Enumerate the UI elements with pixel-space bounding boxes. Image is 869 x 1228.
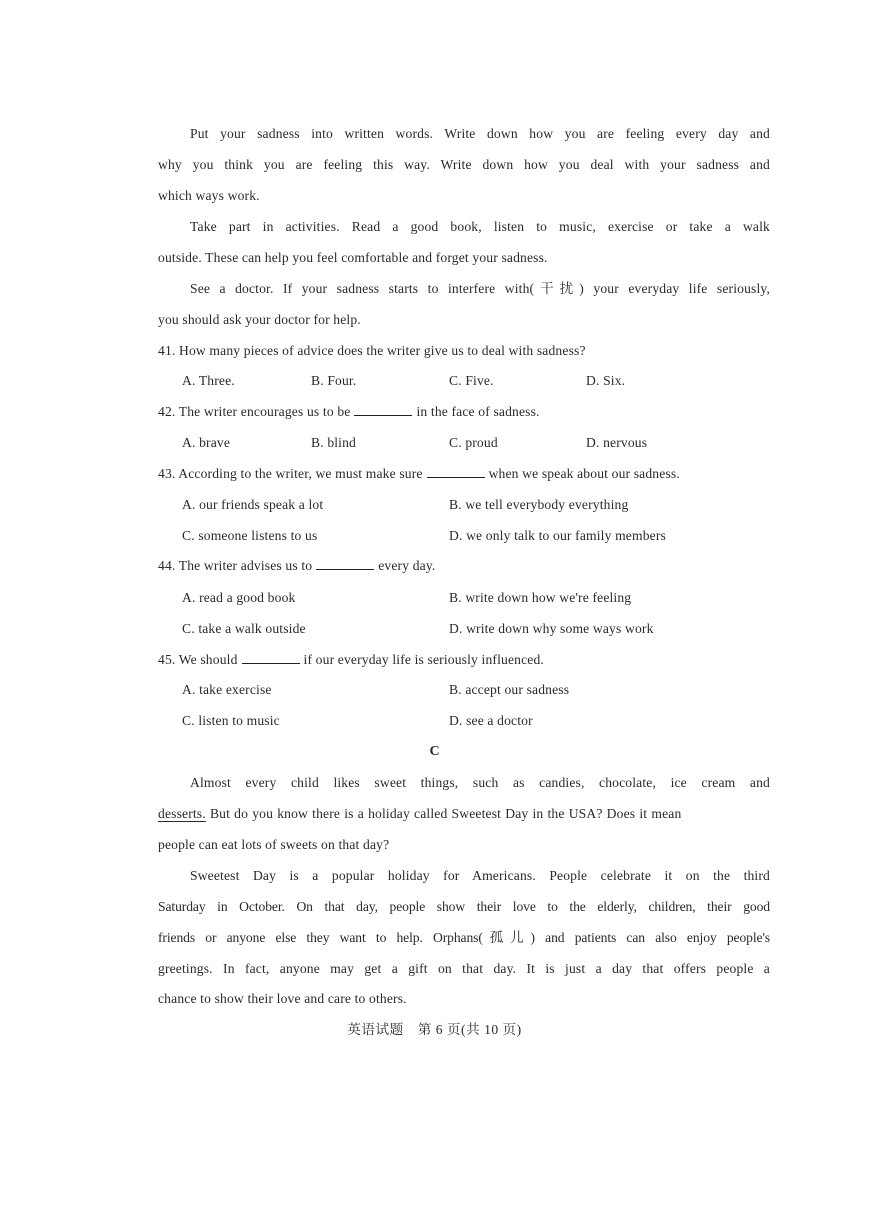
question-43-option-a[interactable]: A. our friends speak a lot [182, 497, 324, 512]
question-45-option-d[interactable]: D. see a doctor [449, 713, 533, 728]
section-heading: C [429, 744, 440, 759]
page-footer: 英语试题 第 6 页(共 10 页) [347, 1022, 522, 1037]
paragraph-line: Take part in activities. Read a good book, listen to music, exercise or take a walk [190, 219, 770, 234]
question-42-option-a[interactable]: A. brave [182, 435, 231, 450]
paragraph-line: friends or anyone else they want to help. Orphans(孤儿) and patients can also enjoy people's [158, 930, 770, 945]
question-45-stem [158, 651, 770, 669]
question-44-option-b[interactable]: B. write down how we're feeling [449, 590, 632, 605]
question-44-option-c[interactable]: C. take a walk outside [182, 621, 306, 636]
paragraph-line: you should ask your doctor for help. [158, 312, 361, 327]
paragraph-line: Saturday in October. On that day, people show their love to the elderly, children, their good [158, 899, 770, 914]
question-stem-text: every day. [378, 558, 436, 573]
answer-blank[interactable] [316, 557, 374, 570]
question-stem-text: 43. According to the writer, we must make sure [158, 466, 423, 481]
question-stem-text: 45. We should [158, 652, 238, 667]
answer-blank[interactable] [354, 403, 412, 416]
paragraph-line: Put your sadness into written words. Write down how you are feeling every day and [190, 126, 770, 141]
question-45-option-b[interactable]: B. accept our sadness [449, 682, 570, 697]
paragraph-line: See a doctor. If your sadness starts to interfere with(干扰) your everyday life seriously, [190, 281, 770, 296]
paragraph-line [158, 805, 770, 823]
question-41-option-b[interactable]: B. Four. [311, 373, 357, 388]
question-41-option-c[interactable]: C. Five. [449, 373, 494, 388]
underlined-word: desserts. [158, 806, 206, 821]
answer-blank[interactable] [242, 651, 300, 664]
question-45-option-a[interactable]: A. take exercise [182, 682, 272, 697]
question-45-option-c[interactable]: C. listen to music [182, 713, 280, 728]
paragraph-line: outside. These can help you feel comfortable and forget your sadness. [158, 250, 548, 265]
question-stem-text: when we speak about our sadness. [488, 466, 680, 481]
question-41-option-d[interactable]: D. Six. [586, 373, 626, 388]
question-41-option-a[interactable]: A. Three. [182, 373, 235, 388]
paragraph-line: why you think you are feeling this way. Write down how you deal with your sadness and [158, 157, 770, 172]
paragraph-line: greetings. In fact, anyone may get a gift on that day. It is just a day that offers people a [158, 961, 770, 976]
paragraph-line: Sweetest Day is a popular holiday for Americans. People celebrate it on the third [190, 868, 770, 883]
question-42-option-c[interactable]: C. proud [449, 435, 498, 450]
question-41-stem [158, 342, 770, 360]
question-43-option-c[interactable]: C. someone listens to us [182, 528, 318, 543]
question-stem-text: in the face of sadness. [416, 404, 540, 419]
question-stem-text: 41. How many pieces of advice does the writer give us to deal with sadness? [158, 343, 586, 358]
question-stem-text: if our everyday life is seriously influenced. [303, 652, 544, 667]
question-stem-text: 42. The writer encourages us to be [158, 404, 351, 419]
question-43-option-d[interactable]: D. we only talk to our family members [449, 528, 666, 543]
paragraph-line: Almost every child likes sweet things, such as candies, chocolate, ice cream and [190, 775, 770, 790]
paragraph-line: chance to show their love and care to others. [158, 991, 407, 1006]
question-42-stem [158, 403, 770, 421]
question-44-option-d[interactable]: D. write down why some ways work [449, 621, 654, 636]
paragraph-line: people can eat lots of sweets on that day? [158, 837, 390, 852]
question-43-stem [158, 465, 770, 483]
question-43-option-b[interactable]: B. we tell everybody everything [449, 497, 629, 512]
question-42-option-b[interactable]: B. blind [311, 435, 357, 450]
question-42-option-d[interactable]: D. nervous [586, 435, 648, 450]
question-44-option-a[interactable]: A. read a good book [182, 590, 296, 605]
question-stem-text: 44. The writer advises us to [158, 558, 313, 573]
paragraph-line: which ways work. [158, 188, 260, 203]
question-44-stem [158, 557, 770, 575]
answer-blank[interactable] [427, 465, 485, 478]
paragraph-text: But do you know there is a holiday called Sweetest Day in the USA? Does it mean [205, 806, 682, 821]
